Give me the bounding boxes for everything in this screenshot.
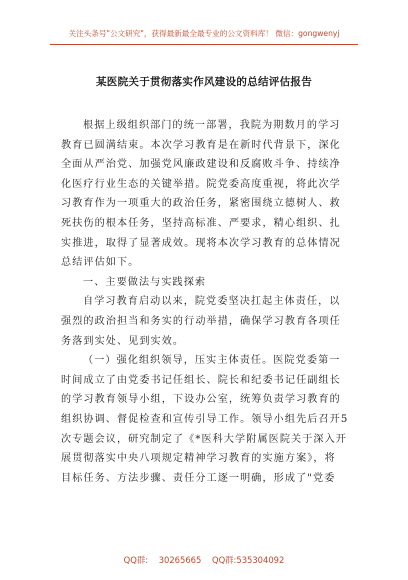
text-line: 死扶伤的根本任务，坚持高标准、严要求，精心组织、扎 (61, 217, 341, 229)
section-heading (61, 273, 356, 293)
header-banner: 关注头条号"公文研究"，获得最新最全最专业的公文资料库！ 微信：gongwenyj (68, 29, 340, 38)
text-line: （一）强化组织领导，压实主体责任。医院党委第一 (83, 355, 341, 367)
text-line: 根据上级组织部门的统一部署，我院为期数月的学习 (83, 120, 341, 131)
text-line: 实推进，取得了显著成效。现将本次学习教育的总体情况 (61, 237, 341, 249)
text-line: 目标任务、方法步骤、责任分工逐一明确，形成了"党委 (61, 472, 336, 484)
document-title: 某医院关于贯彻落实作风建设的总结评估报告 (96, 76, 312, 88)
text-line: 自学习教育启动以来，院党委坚决扛起主体责任，以 (83, 296, 341, 308)
text-line: 强烈的政治担当和务实的行动举措，确保学习教育各项任 (61, 315, 341, 327)
header-divider (50, 44, 358, 45)
text-line: 的学习教育领导小组，下设办公室，统筹负责学习教育的 (61, 394, 341, 406)
text-line: 习教育作为一项重大的政治任务，紧密围绕立德树人、救 (61, 198, 341, 210)
text-line: 一、主要做法与实践探索 (83, 276, 207, 288)
document-body (61, 116, 356, 488)
footer-contact: QQ群: 30265665 QQ群:535304092 (123, 555, 285, 565)
text-line: 化医疗行业生态的关键举措。院党委高度重视，将此次学 (61, 178, 341, 190)
paragraph-intro (61, 116, 356, 273)
text-line: 展贯彻落实中央八项规定精神学习教育的实施方案》，将 (61, 453, 336, 465)
text-line: 组织协调、督促检查和宣传引导工作。领导小组先后召开5 (61, 413, 349, 425)
text-line: 时间成立了由党委书记任组长、院长和纪委书记任副组长 (61, 374, 341, 386)
text-line: 全面从严治党、加强党风廉政建设和反腐败斗争、持续净 (61, 159, 341, 171)
paragraph-leadership (61, 351, 356, 488)
text-line: 教育已圆满结束。本次学习教育是在新时代背景下，深化 (61, 139, 341, 151)
text-line: 次专题会议，研究制定了《*医科大学附属医院关于深入开 (61, 433, 347, 445)
text-line: 务落到实处、见到实效。 (61, 335, 185, 347)
paragraph-practice (61, 292, 356, 351)
text-line: 总结评估如下。 (61, 257, 140, 269)
